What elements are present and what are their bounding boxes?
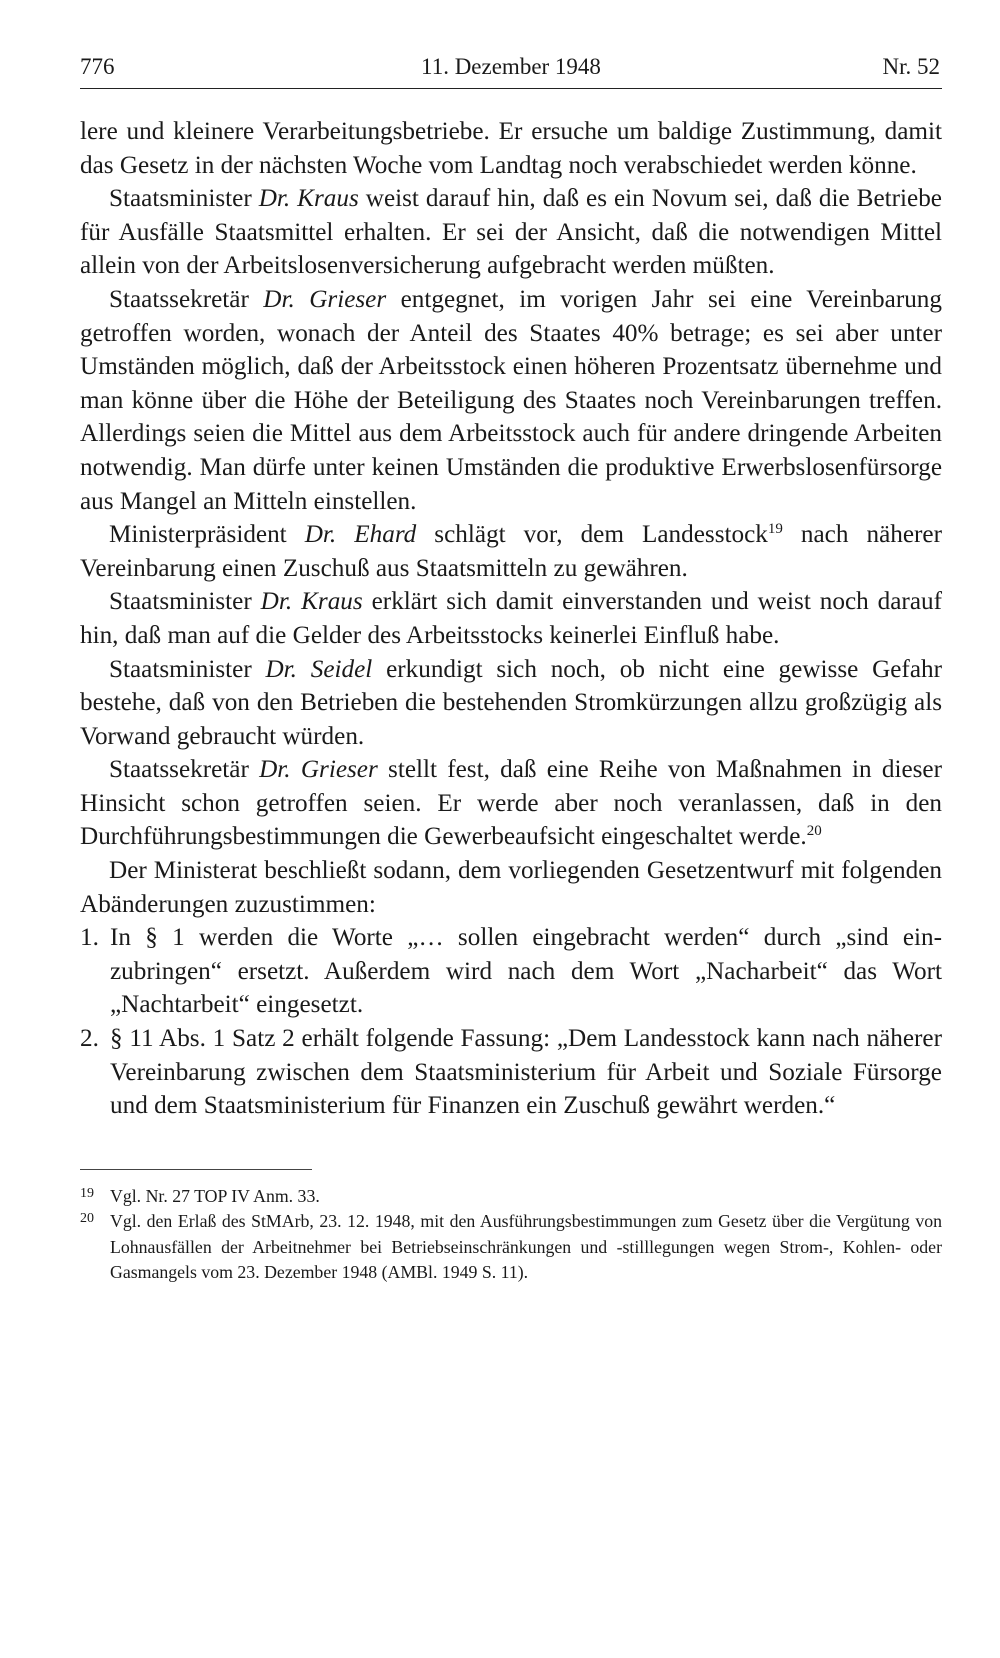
- footnotes: [80, 1184, 942, 1286]
- list-number: 1.: [80, 924, 99, 952]
- paragraph-text: weist darauf hin, daß es ein Novum sei, daß die Betriebe für Ausfälle Staatsmittel erhalten. Er sei der Ansicht, daß die notwendigen Mittel allein von der Arbeitslosenversicherung aufgebracht werden müßten.: [80, 185, 942, 280]
- paragraph: [80, 653, 942, 754]
- paragraph-text: Staatsminister: [109, 655, 266, 683]
- paragraph-text: Ministerpräsident: [109, 521, 305, 549]
- paragraph: [80, 753, 942, 854]
- speaker-name: Dr. Ehard: [304, 521, 417, 549]
- footnote-text: Vgl. Nr. 27 TOP IV Anm. 33.: [110, 1185, 320, 1206]
- speaker-name: Dr. Kraus: [260, 588, 363, 616]
- paragraph: [80, 182, 942, 283]
- paragraph-text: erkundigt sich noch, ob nicht eine gewisse Gefahr bestehe, daß von den Betrieben die bestehenden Stromkürzungen allzu großzügig als Vorwand gebraucht würden.: [80, 655, 942, 750]
- list-item: [80, 1022, 942, 1123]
- speaker-name: Dr. Kraus: [258, 185, 359, 213]
- list-text: § 11 Abs. 1 Satz 2 erhält folgende Fassung: „Dem Landesstock kann nach näherer Vereinbarung zwischen dem Staatsministerium für Arbeit und Soziale Fürsorge und dem Staatsministerium für Finanzen ein Zuschuß gewährt werden.“: [110, 1025, 942, 1120]
- list-number: 2.: [80, 1025, 99, 1053]
- paragraph-text: Staatssekretär: [109, 285, 264, 313]
- speaker-name: Dr. Grieser: [263, 285, 387, 313]
- paragraph-text: Staatssekretär: [109, 756, 260, 784]
- paragraph-text: Der Ministerat beschließt sodann, dem vorliegenden Gesetzentwurf mit folgenden Abänderungen zuzustimmen:: [80, 857, 942, 918]
- list-text: In § 1 werden die Worte „… sollen eingebracht werden“ durch „sind einzubringen“ ersetzt. Außerdem wird nach dem Wort „Nacharbeit“ das Wort „Nachtarbeit“ eingesetzt.: [110, 924, 942, 1019]
- issue-number: Nr. 52: [882, 54, 940, 79]
- paragraph: [80, 115, 942, 182]
- paragraph-text: lere und kleinere Verarbeitungsbetriebe. Er ersuche um baldige Zustimmung, damit das Gesetz in der nächsten Woche vom Landtag noch verabschiedet werden könne.: [80, 118, 942, 179]
- footnote-number: 20: [80, 1211, 94, 1227]
- page-number: 776: [80, 54, 115, 79]
- speaker-name: Dr. Grieser: [259, 756, 378, 784]
- body-text: [80, 115, 942, 1123]
- footnote-ref: 19: [767, 521, 783, 538]
- speaker-name: Dr. Seidel: [265, 655, 373, 683]
- paragraph-text: Staatsminister: [109, 185, 259, 213]
- paragraph-text: schlägt vor, dem Landesstock: [416, 521, 768, 549]
- page-header: [80, 54, 942, 89]
- paragraph-text: entgegnet, im vorigen Jahr sei eine Vereinbarung getroffen worden, wonach der Anteil des Staates 40% betrage; es sei aber unter Umständen möglich, daß der Arbeitsstock einen höheren Prozentsatz übernehme und man könne über die Höhe der Beteiligung des Staates noch Vereinbarungen treffen. Allerdings seien die Mittel aus dem Arbeitsstock auch für andere dringende Arbeiten notwendig. Man dürfe unter keinen Umständen die produktive Erwerbslosenfürsorge aus Mangel an Mitteln einstellen.: [80, 285, 942, 515]
- paragraph-text: nach näherer Vereinbarung einen Zuschuß aus Staatsmitteln zu gewähren.: [80, 521, 942, 582]
- paragraph-text: erklärt sich damit einverstanden und weist noch darauf hin, daß man auf die Gelder des Arbeitsstocks keinerlei Einfluß habe.: [80, 588, 942, 649]
- footnote-ref: 20: [806, 823, 822, 840]
- footnote-text: Vgl. den Erlaß des StMArb, 23. 12. 1948, mit den Ausführungsbestimmungen zum Gesetz über die Vergütung von Lohnausfällen der Arbeitnehmer bei Betriebseinschränkungen und -stilllegungen wegen Strom-, Kohlen- oder Gasmangels vom 23. Dezember 1948 (AMBl. 1949 S. 11).: [110, 1211, 942, 1283]
- footnote-rule: [80, 1169, 312, 1170]
- header-date: 11. Dezember 1948: [421, 54, 601, 79]
- footnote: [80, 1209, 942, 1286]
- paragraph-text: Staatsminister: [109, 588, 261, 616]
- paragraph: [80, 283, 942, 518]
- paragraph-text: stellt fest, daß eine Reihe von Maßnahmen in dieser Hinsicht schon getroffen seien. Er werde aber noch veranlassen, daß in den Durchführungsbestimmungen die Gewerbeaufsicht eingeschaltet werde.: [80, 756, 942, 851]
- paragraph: [80, 854, 942, 921]
- list-item: [80, 921, 942, 1022]
- paragraph: [80, 585, 942, 652]
- paragraph: [80, 518, 942, 585]
- footnote-number: 19: [80, 1185, 94, 1201]
- footnote: [80, 1184, 942, 1210]
